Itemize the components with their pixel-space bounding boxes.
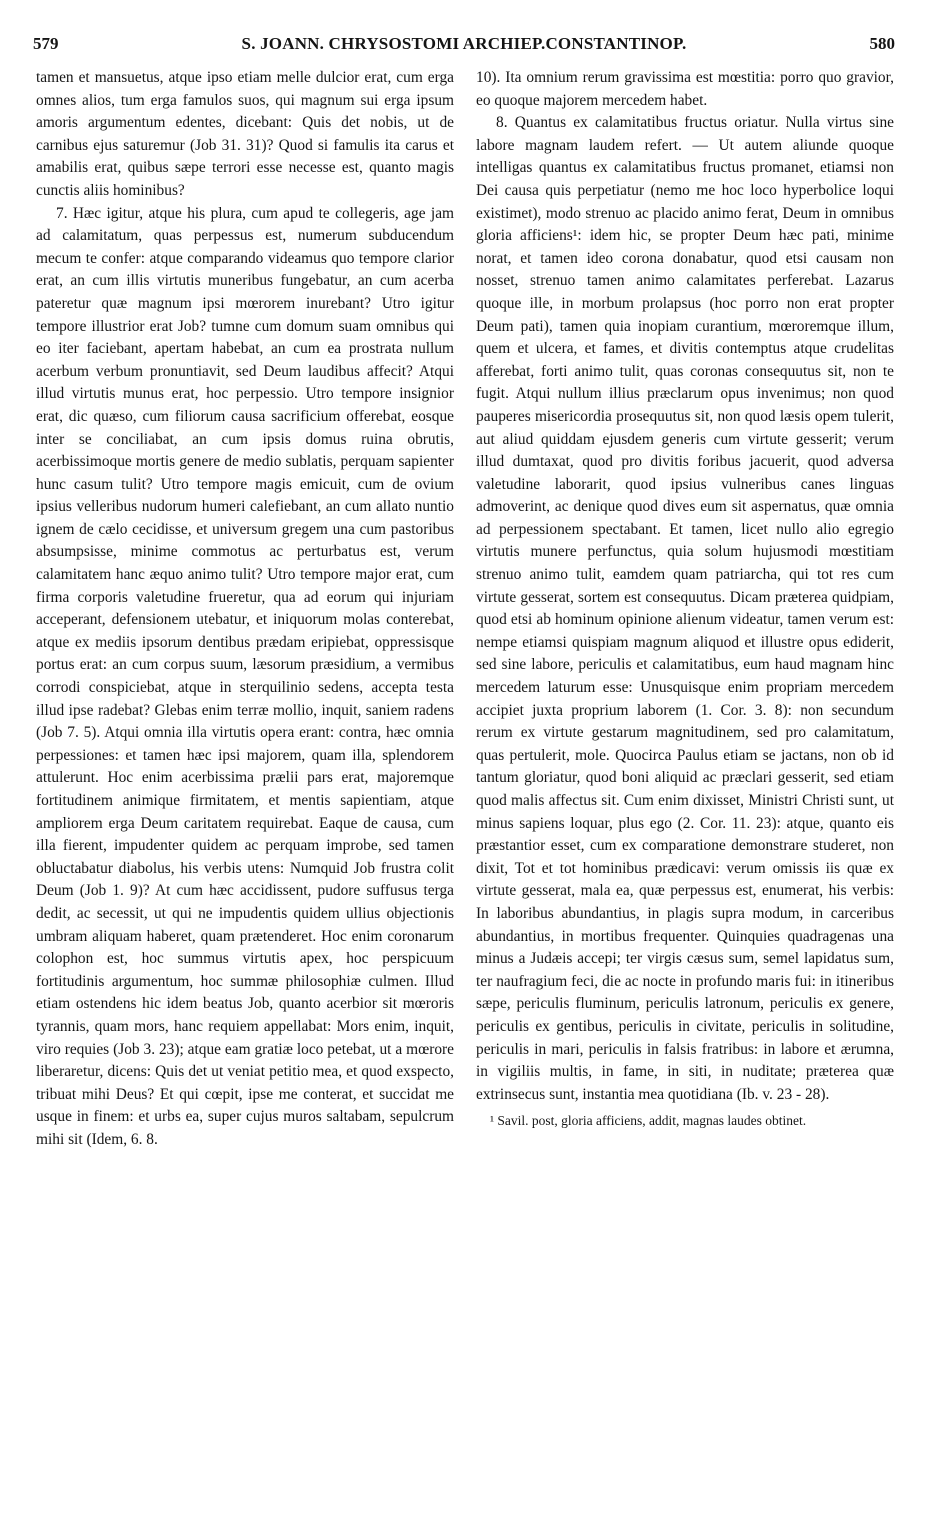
paragraph-continued: tamen et mansuetus, atque ipso etiam melle dulcior erat, cum erga omnes alios, tum erga famulos suos, qui magnum sui erga ipsum amoris argumentum edentes, dicebant: Quis det nobis, ut de carnibus ejus saturemur (Job 31. 31)? Quod si famulis ita carus et amabilis erat, quibus sæpe terrori esse necesse est, quanto magis cunctis aliis hominibus? xyxy=(36,69,454,199)
right-page-number: 580 xyxy=(869,34,895,53)
right-column xyxy=(476,67,894,1130)
running-title: S. JOANN. CHRYSOSTOMI ARCHIEP.CONSTANTINOP. xyxy=(241,34,687,53)
running-header xyxy=(33,34,895,60)
left-page-number: 579 xyxy=(33,34,59,53)
paragraph-section-8: 8. Quantus ex calamitatibus fructus oriatur. Nulla virtus sine labore magnam laudem refert. — Ut autem aliunde quoque intelligas quantus ex calamitatibus fructus promanet, etiamsi non Dei causa quis perpetiatur (nemo me hoc loco hyperbolice loqui existimet), modo strenuo ac placido animo ferat, Deum in omnibus gloria afficiens¹: idem hic, se propter Deum hæc pati, minime norat, et tamen ideo corona donabatur, quod etsi causam non nosset, strenuo tamen animo calamitates perferebat. Lazarus quoque ille, in morbum prolapsus (hoc porro non erat propter Deum pati), tamen quia inopiam curantium, mœroremque illum, quem et ulcera, et fames, et divitis contemptus atque crudelitas afferebat, forti animo tulit, quas coronas consequutus sit, non te fugit. Atqui nullum illius præclarum opus invenimus; non quod pauperes misericordia prosequutus sit, non quod læsis opem tulerit, aut aliud quiddam ejusdem generis cum virtute gesserit; verum illud dumtaxat, quod pro divitis foribus jacuerit, quod adversa valetudine laborarit, quod ipsius vulneribus canes linguas admoverint, ac denique quod dives eum sit aspernatus, quæ omnia ad perpessionem spectabant. Et tamen, licet nullo alio egregio virtutis munere perfunctus, quia solum hujusmodi mœstitiam strenuo animo tulit, eamdem quam patriarcha, qui tot res cum virtute gesserat, sortem est consequutus. Dicam præterea quidpiam, quod etsi ab hominum opinione alienum videatur, tamen verum est: nempe etiamsi quispiam magnum aliquod et illustre opus ediderit, sed sine labore, periculis et calamitatibus, eum haud magnam hinc mercedem laturum esse: Unusquisque enim propriam mercedem accipiet juxta proprium laborem (1. Cor. 3. 8): non secundum rerum ex virtute gestarum magnitudinem, sed pro calamitatum, quas pertulerit, mole. Quocirca Paulus etiam se jactans, non ob id tantum gloriatur, quod boni aliquid ac præclari gesserit, sed etiam quod malis affectus sit. Cum enim dixisset, Ministri Christi sunt, ut minus sapiens loquar, plus ego (2. Cor. 11. 23): atque, quanto eis præstantior esset, cum ex comparatione demonstrare studeret, non dixit, Tot et tot hominibus prædicavi: verum omissis iis quæ ex virtute gesserat, mala ea, quæ perpessus est, enumerat, his verbis: In laboribus abundantius, in plagis supra modum, in carceribus abundantius, in mortibus frequenter. Quinquies quadragenas una minus a Judæis accepi; ter virgis cæsus sum, semel lapidatus sum, ter naufragium feci, die ac nocte in profundo maris fui: in itineribus sæpe, periculis fluminum, periculis latronum, periculis ex genere, periculis ex gentibus, periculis in civitate, periculis in solitudine, periculis in mari, periculis in falsis fratribus: in labore et ærumna, in vigiliis multis, in fame, in siti, in nuditate; præterea quæ extrinsecus sunt, instantia mea quotidiana (Ib. v. 23 - 28). xyxy=(476,114,894,1103)
footnote: ¹ Savil. post, gloria afficiens, addit, magnas laudes obtinet. xyxy=(490,1113,807,1129)
paragraph-section-7: 7. Hæc igitur, atque his plura, cum apud te collegeris, age jam ad calamitatum, quas perpessus est, numerum subducendum mecum te confer: atque comparando videamus quo tempore clarior erat, an cum illis virtutis muneribus fungebatur, an cum acerba pateretur quæ magnum ipsi mœrorem inurebant? Utro igitur tempore illustrior erat Job? tumne cum domum suam omnibus qui eo iter faciebant, apertam habebat, an cum ea prostrata nullum acerbum verbum pronuntiavit, sed Deum laudibus affecit? Atqui illud virtutis munus erat, hoc perpessio. Utro tempore insignior erat, dic quæso, cum filiorum causa sacrificium offerebat, eosque inter se conciliabat, an cum ipsis domus ruina obrutis, acerbissimoque mortis genere de medio sublatis, perquam sapienter hunc casum tulit? Utro tempore magis emicuit, cum de ovium ipsius velleribus nudorum humeri calefiebant, an cum allato nuntio ignem de cælo cecidisse, et universum gregem una cum pastoribus absumpsisse, minime commotus ac perturbatus est, verum calamitatem hanc æquo animo tulit? Utro tempore major erat, cum firma corporis valetudine frueretur, qua ad eorum qui injuriam acceperant, defensionem utebatur, et iniquorum molas conterebat, atque ex mediis ipsorum dentibus prædam eripiebat, oppressisque portus erat: an cum corpus suum, læsorum præsidium, a vermibus corrodi conspiciebat, atque in sterquilinio sedens, accepta testa illud ipse radebat? Glebas enim terræ mollio, inquit, saniem radens (Job 7. 5). Atqui omnia illa virtutis opera erant: contra, hæc omnia perpessiones: et tamen hæc ipsi majorem, quam illa, splendorem attulerunt. Hoc enim acerbissima prælii pars erat, majoremque fortitudinem animique firmitatem, et mentis sapientiam, atque ampliorem erga Deum caritatem requirebat. Eaque de causa, cum illa fierent, impudenter quidem ac perquam improbe, sed tamen obluctabatur diabolus, his verbis utens: Numquid Job frustra colit Deum (Job 1. 9)? At cum hæc accidissent, pudore suffusus terga dedit, ac secessit, ut qui ne impudentis quidem ullius objectionis umbram aliquam haberet, quam prætenderet. Hoc enim coronarum colophon est, hoc summus virtutis apex, hoc perspicuum fortitudinis argumentum, hoc summæ philosophiæ culmen. Illud etiam ostendens hic idem beatus Job, quanto acerbior sit mœroris tyrannis, quam mors, hanc requiem appellabat: Mors enim, inquit, viro requies (Job 3. 23); atque eam gratiæ loco petebat, ut a mœrore liberaretur, dicens: Quis det ut veniat petitio mea, et quod exspecto, tribuat mihi Deus? Et qui cœpit, ipse me conterat, et succidat me usque in finem: et urbs ea, super cujus muros saltabam, sepulcrum mihi sit (Idem, 6. 8. xyxy=(36,204,454,1148)
left-column xyxy=(36,67,454,1152)
paragraph-continued-right: 10). Ita omnium rerum gravissima est mœstitia: porro quo gravior, eo quoque majorem mercedem habet. xyxy=(476,69,894,109)
